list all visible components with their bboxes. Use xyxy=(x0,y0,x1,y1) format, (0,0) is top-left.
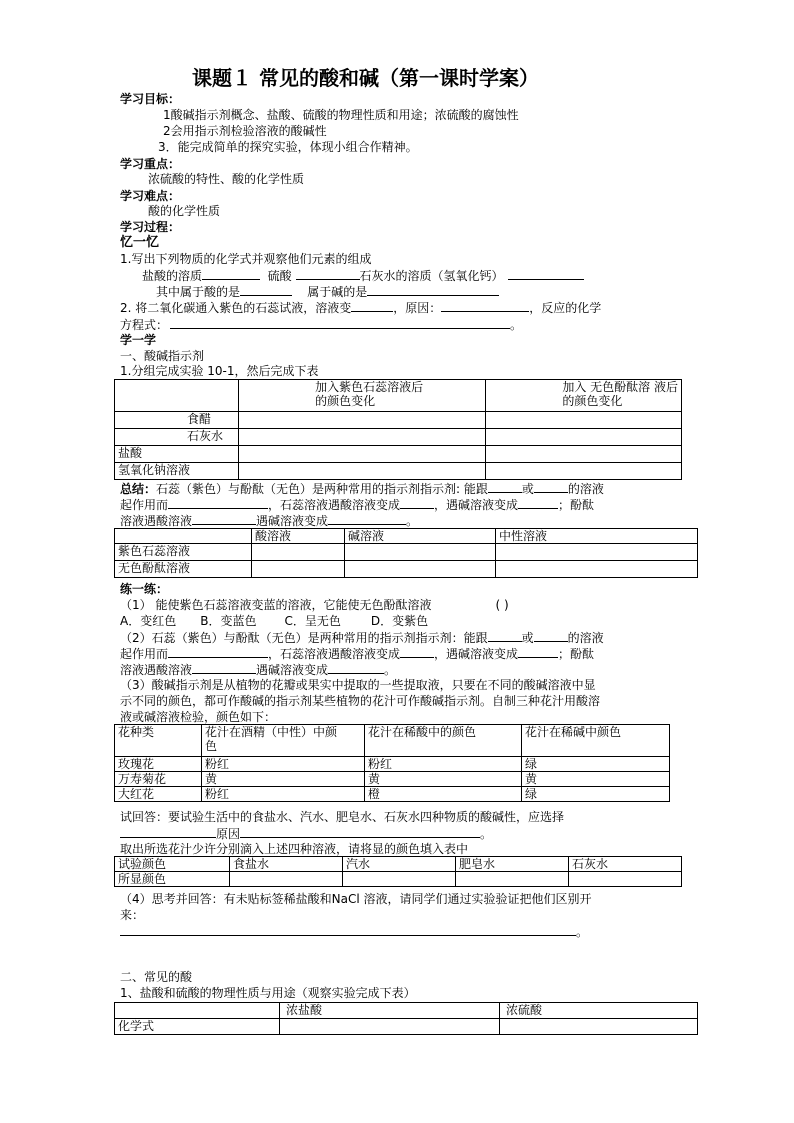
table-row-label: 石灰水 xyxy=(115,429,239,446)
table-row-label: 紫色石蕊溶液 xyxy=(115,544,252,561)
summary-line-3: 溶液遇酸溶液 遇碱溶液变成 。 xyxy=(120,514,419,528)
goal-3: 3．能完成简单的探究实验，体现小组合作精神。 xyxy=(158,140,418,154)
table-row-label: 氢氧化钠溶液 xyxy=(115,463,239,480)
summary-line-2: 起作用而 ，石蕊溶液遇酸溶液变成 ，遇碱溶液变成 ；酚酞 xyxy=(120,498,595,512)
practice-heading: 练一练： xyxy=(120,582,169,596)
section-indicator: 一、酸碱指示剂 xyxy=(120,349,205,363)
practice-q3-line-2: 示不同的颜色，都可作酸碱的指示剂某些植物的花汁可作酸碱指示剂。自制三种花汁用酸溶 xyxy=(120,694,601,708)
flower-table: 花种类 花汁在酒精（中性）中颜 色 花汁在稀酸中的颜色 花汁在稀碱中颜色 玫瑰花 粉红 粉红 绿 万寿菊花 黄 黄 黄 大红花 粉红 橙 绿 xyxy=(114,724,670,802)
recall-q1-classify: 其中属于酸的是 属于碱的是 xyxy=(156,284,499,299)
recall-q2-equation: 方程式： 。 xyxy=(120,318,523,332)
recall-q1-items: 盐酸的溶质 硫酸 石灰水的溶质（氢氧化钙） xyxy=(142,268,584,283)
practice-q1: （1） 能使紫色石蕊溶液变蓝的溶液，它能使无色酚酞溶液 ( ) xyxy=(120,598,509,612)
goal-2: 2会用指示剂检验溶液的酸碱性 xyxy=(163,124,327,138)
table-header-empty xyxy=(115,380,239,412)
summary-line-1: 总结：石蕊（紫色）与酚酞（无色）是两种常用的指示剂指示剂: 能跟 或 的溶液 xyxy=(120,482,604,496)
practice-q2-line-3: 溶液遇酸溶液 遇碱溶液变成 。 xyxy=(120,663,397,677)
practice-q4-line-1: （4）思考并回答：有未贴标签稀盐酸和NaCl 溶液，请同学们通过实验验证把他们区别开 xyxy=(120,892,592,906)
key-heading: 学习重点： xyxy=(120,157,181,171)
practice-q4-line-2: 来： xyxy=(120,908,145,922)
acid-properties-table: 浓盐酸 浓硫酸 化学式 xyxy=(114,1002,698,1035)
recall-q2: 2. 将二氧化碳通入紫色的石蕊试液，溶液变 ，原因： ，反应的化学 xyxy=(120,301,602,315)
practice-q3-line-3: 液或碱溶液检验，颜色如下： xyxy=(120,710,277,724)
goals-heading: 学习目标： xyxy=(120,92,181,106)
table-header-litmus: 加入紫色石蕊溶液后 的颜色变化 xyxy=(239,380,486,412)
practice-q4-answer-line: 。 xyxy=(120,924,588,939)
table-header-phenol: 加入 无色酚酞溶 液后 的颜色变化 xyxy=(486,380,682,412)
table-row-label: 无色酚酞溶液 xyxy=(115,561,252,578)
practice-q2-line-1: （2）石蕊（紫色）与酚酞（无色）是两种常用的指示剂指示剂：能跟 或 的溶液 xyxy=(120,631,604,645)
practice-q1-options: A．变红色 B．变蓝色 C．呈无色 D．变紫色 xyxy=(120,614,429,628)
color-table: 试验颜色 食盐水 汽水 肥皂水 石灰水 所显颜色 xyxy=(114,856,682,887)
difficulty-heading: 学习难点： xyxy=(120,189,181,203)
task-1: 1.分组完成实验 10-1，然后完成下表 xyxy=(120,364,319,378)
key-text: 浓硫酸的特性、酸的化学性质 xyxy=(148,172,305,186)
table-row-label: 盐酸 xyxy=(115,446,239,463)
indicator-table xyxy=(114,379,682,480)
goal-1: 1酸碱指示剂概念、盐酸、硫酸的物理性质和用途；浓硫酸的腐蚀性 xyxy=(163,108,519,122)
difficulty-text: 酸的化学性质 xyxy=(148,204,221,218)
table-row-label: 食醋 xyxy=(115,412,239,429)
learn-heading: 学一学 xyxy=(120,333,157,347)
practice-q2-line-2: 起作用而 ，石蕊溶液遇酸溶液变成 ，遇碱溶液变成 ；酚酞 xyxy=(120,647,595,661)
take-juice: 取出所选花汁少许分别滴入上述四种溶液，请将显的颜色填入表中 xyxy=(120,842,469,856)
acids-subheading: 1、盐酸和硫酸的物理性质与用途（观察实验完成下表） xyxy=(120,986,416,1000)
indicator-summary-table: 酸溶液 碱溶液 中性溶液 紫色石蕊溶液 无色酚酞溶液 xyxy=(114,528,698,578)
practice-q3-line-1: （3）酸碱指示剂是从植物的花瓣或果实中提取的一些提取液，只要在不同的酸碱溶液中显 xyxy=(120,678,596,692)
try-answer-line-2: 原因 。 xyxy=(120,826,492,841)
process-heading: 学习过程： xyxy=(120,220,181,234)
page-title: 课题１ 常见的酸和碱（第一课时学案） xyxy=(192,66,539,90)
recall-q1: 1.写出下列物质的化学式并观察他们元素的组成 xyxy=(120,252,372,266)
try-answer-line-1: 试回答：要试验生活中的食盐水、汽水、肥皂水、石灰水四种物质的酸碱性，应选择 xyxy=(120,810,565,824)
section-common-acids: 二、常见的酸 xyxy=(120,970,193,984)
recall-heading: 忆一忆 xyxy=(120,235,160,250)
